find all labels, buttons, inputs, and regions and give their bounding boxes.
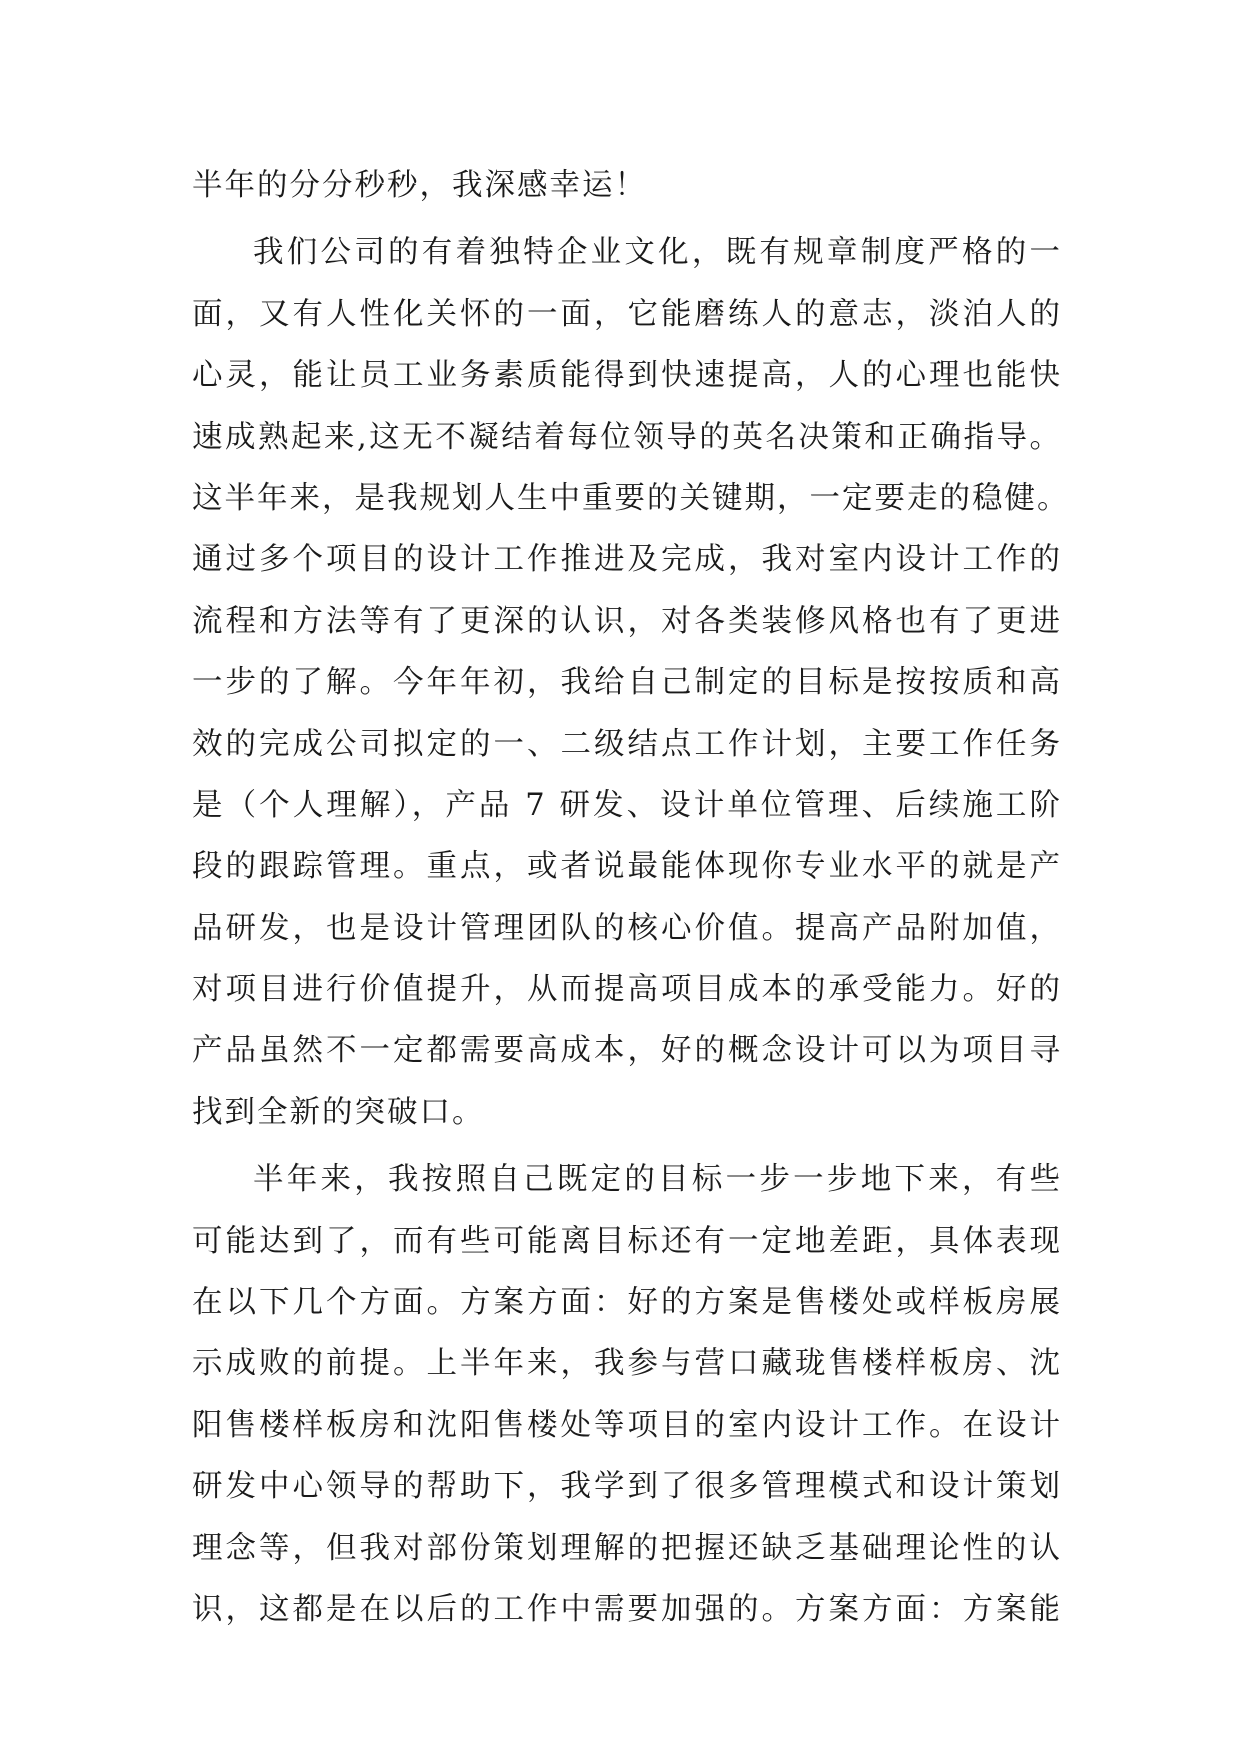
text-line: 品研发，也是设计管理团队的核心价值。提高产品附加值， xyxy=(192,910,1062,946)
text-line: 流程和方法等有了更深的认识，对各类装修风格也有了更进 xyxy=(192,603,1062,639)
text-line: 示成败的前提。上半年来，我参与营口藏珑售楼样板房、沈 xyxy=(192,1346,1062,1382)
text-line: 一步的了解。今年年初，我给自己制定的目标是按按质和高 xyxy=(192,665,1062,701)
text-line: 找到全新的突破口。 xyxy=(192,1094,485,1130)
text-line: 我们公司的有着独特企业文化，既有规章制度严格的一 xyxy=(253,235,1062,271)
text-line: 速成熟起来,这无不凝结着每位领导的英名决策和正确指导。 xyxy=(192,419,1062,455)
text-line: 效的完成公司拟定的一、二级结点工作计划，主要工作任务 xyxy=(192,726,1062,762)
text-line: 心灵，能让员工业务素质能得到快速提高，人的心理也能快 xyxy=(192,358,1062,394)
text-line: 研发中心领导的帮助下，我学到了很多管理模式和设计策划 xyxy=(192,1469,1062,1505)
text-line: 理念等，但我对部份策划理解的把握还缺乏基础理论性的认 xyxy=(192,1530,1062,1566)
text-line: 半年来，我按照自己既定的目标一步一步地下来，有些 xyxy=(253,1162,1062,1198)
text-line: 阳售楼样板房和沈阳售楼处等项目的室内设计工作。在设计 xyxy=(192,1407,1062,1443)
text-line: 产品虽然不一定都需要高成本，好的概念设计可以为项目寻 xyxy=(192,1033,1062,1069)
text-line: 面，又有人性化关怀的一面，它能磨练人的意志，淡泊人的 xyxy=(192,296,1062,332)
text-line: 在以下几个方面。方案方面：好的方案是售楼处或样板房展 xyxy=(192,1285,1062,1321)
text-line: 对项目进行价值提升，从而提高项目成本的承受能力。好的 xyxy=(192,972,1062,1008)
text-line: 半年的分分秒秒，我深感幸运！ xyxy=(192,168,647,203)
text-line: 段的跟踪管理。重点，或者说最能体现你专业水平的就是产 xyxy=(192,849,1062,885)
text-line: 这半年来，是我规划人生中重要的关键期，一定要走的稳健。 xyxy=(192,480,1070,516)
document-body xyxy=(192,155,1070,1640)
text-line: 通过多个项目的设计工作推进及完成，我对室内设计工作的 xyxy=(192,542,1062,578)
text-line: 识，这都是在以后的工作中需要加强的。方案方面：方案能 xyxy=(192,1591,1062,1627)
text-line: 可能达到了，而有些可能离目标还有一定地差距，具体表现 xyxy=(192,1223,1062,1259)
text-line: 是（个人理解），产品 7 研发、设计单位管理、后续施工阶 xyxy=(192,787,1062,823)
